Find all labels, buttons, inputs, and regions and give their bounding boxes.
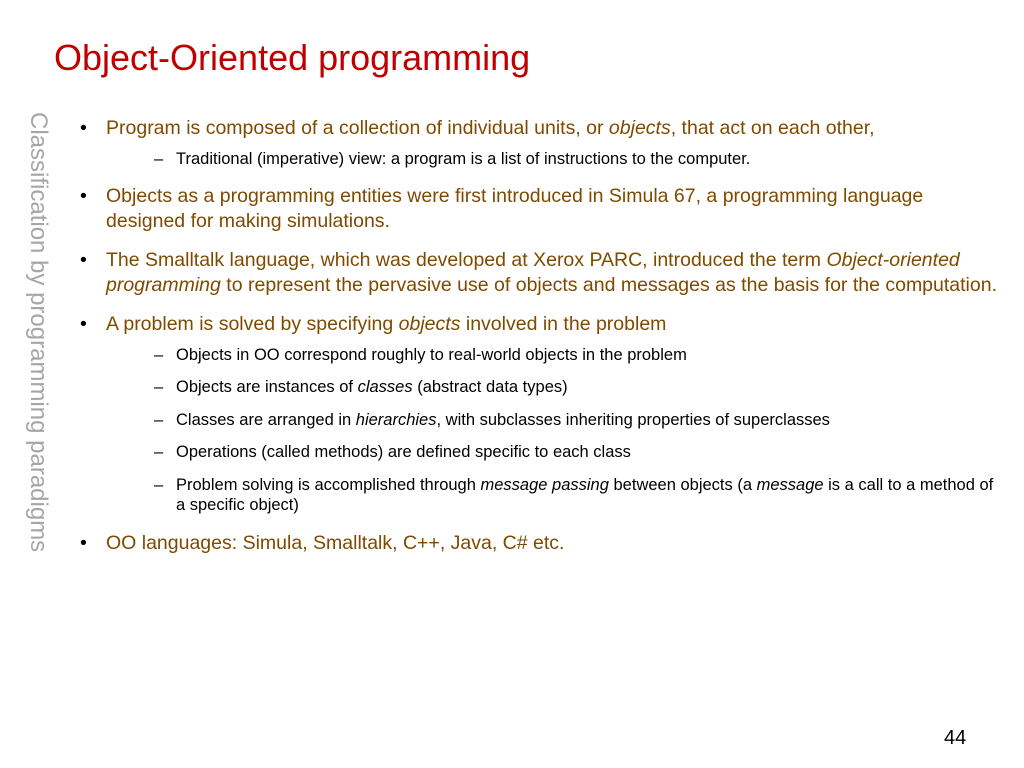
page-number: 44 <box>944 727 967 749</box>
bullet-item <box>80 312 1000 516</box>
sub-bullet-text: , with subclasses inheriting properties of superclasses <box>436 410 830 429</box>
bullet-emphasis: objects <box>398 313 461 335</box>
bullet-text: involved in the problem <box>460 313 667 335</box>
dash-icon: – <box>154 475 164 494</box>
bullet-emphasis: Object-oriented programming <box>106 249 960 296</box>
bullet-text: Program is composed of a collection of individual units, or <box>106 117 609 139</box>
bullet-text: , that act on each other, <box>670 117 875 139</box>
bullet-item <box>80 116 1000 169</box>
bullet-dot-icon: • <box>80 313 87 335</box>
bullet-text: The Smalltalk language, which was developed at Xerox PARC, introduced the term <box>106 249 827 271</box>
slide-title: Object-Oriented programming <box>54 37 531 78</box>
side-label: Classification by programming paradigms <box>25 112 52 553</box>
bullet-emphasis: objects <box>608 117 671 139</box>
dash-icon: – <box>154 345 164 364</box>
dash-icon: – <box>154 410 164 429</box>
sub-bullet-text: Operations (called methods) are defined specific to each class <box>176 443 631 461</box>
sub-bullet-text: between objects (a <box>608 475 757 494</box>
sub-bullet-emphasis: classes <box>357 378 413 396</box>
sub-bullet-text: Objects in OO correspond roughly to real-world objects in the problem <box>176 345 687 364</box>
bullet-dot-icon: • <box>80 117 87 139</box>
sub-list <box>106 345 1000 516</box>
bullet-text: Objects as a programming entities were first introduced in Simula 67, a programming language designed for making simulations. <box>106 185 924 232</box>
sub-bullet-text: Classes are arranged in <box>176 410 356 429</box>
sub-bullet-item <box>106 345 1000 366</box>
dash-icon: – <box>154 149 164 168</box>
sub-bullet-item <box>106 149 1000 170</box>
bullet-item <box>80 248 1000 297</box>
dash-icon: – <box>154 443 164 461</box>
sub-bullet-text: Objects are instances of <box>176 378 358 396</box>
bullet-item <box>80 531 1000 556</box>
sub-bullet-emphasis: message passing <box>480 475 609 494</box>
sub-bullet-item <box>106 410 1000 431</box>
slide-content <box>80 116 1000 570</box>
bullet-dot-icon: • <box>80 185 87 207</box>
sub-bullet-emphasis: message <box>756 475 824 494</box>
bullet-text: A problem is solved by specifying <box>106 313 399 335</box>
bullet-dot-icon: • <box>80 249 87 271</box>
bullet-text: to represent the pervasive use of objects and messages as the basis for the computation. <box>220 273 997 296</box>
sub-bullet-item <box>106 442 1000 463</box>
dash-icon: – <box>154 378 164 396</box>
bullet-text: OO languages: Simula, Smalltalk, C++, Java, C# etc. <box>106 531 565 554</box>
sub-bullet-text: is a call to a method of a specific object) <box>176 475 994 514</box>
sub-bullet-item <box>106 377 1000 398</box>
sub-bullet-text: (abstract data types) <box>412 378 568 396</box>
bullet-item <box>80 184 1000 233</box>
sub-bullet-emphasis: hierarchies <box>355 410 437 429</box>
sub-bullet-text: Problem solving is accomplished through <box>176 475 481 494</box>
bullet-dot-icon: • <box>80 531 87 554</box>
sub-bullet-text: Traditional (imperative) view: a program is a list of instructions to the computer. <box>176 149 751 168</box>
sub-list <box>106 149 1000 170</box>
sub-bullet-item <box>106 475 1000 516</box>
